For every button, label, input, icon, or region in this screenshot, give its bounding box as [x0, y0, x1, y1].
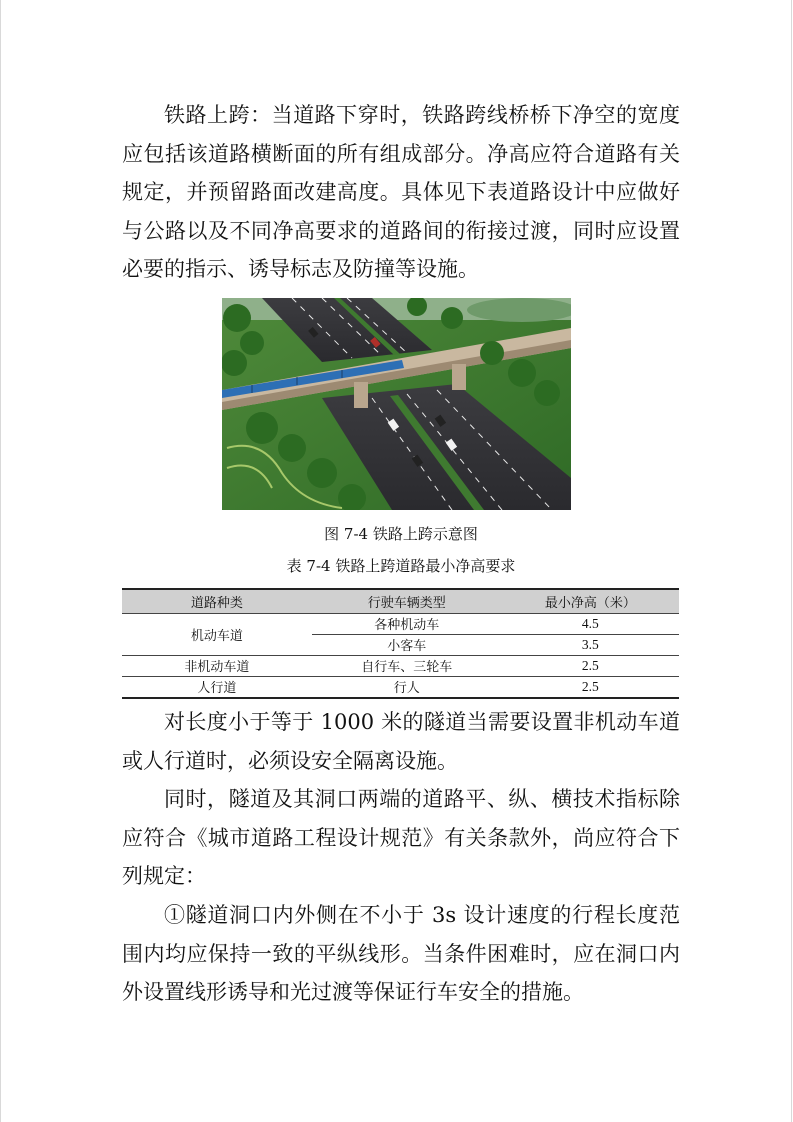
paragraph-tunnel-standards: 同时，隧道及其洞口两端的道路平、纵、横技术指标除应符合《城市道路工程设计规范》有关条款外，尚应符合下列规定： — [122, 787, 680, 889]
clearance-requirements-table — [122, 588, 679, 699]
header-road-type: 道路种类 — [122, 589, 312, 614]
table-row — [122, 655, 679, 676]
cell-min-clearance: 2.5 — [502, 655, 679, 676]
cell-road-type: 机动车道 — [122, 613, 312, 655]
cell-vehicle-type: 自行车、三轮车 — [312, 655, 502, 676]
cell-road-type: 人行道 — [122, 676, 312, 698]
table-caption: 表 7-4 铁路上跨道路最小净高要求 — [286, 556, 516, 575]
cell-vehicle-type: 各种机动车 — [312, 613, 502, 634]
paragraph-railway-overpass: 铁路上跨：当道路下穿时，铁路跨线桥桥下净空的宽度应包括该道路横断面的所有组成部分。净高应符合道路有关规定，并预留路面改建高度。具体见下表道路设计中应做好与公路以及不同净高要求的道路间的衔接过渡，同时应设置必要的指示、诱导标志及防撞等设施。 — [122, 103, 680, 282]
page-border-left — [0, 0, 1, 1122]
table-row — [122, 613, 679, 634]
railway-overpass-illustration — [222, 298, 571, 510]
header-min-clearance: 最小净高（米） — [502, 589, 679, 614]
header-vehicle-type: 行驶车辆类型 — [312, 589, 502, 614]
page-border-right — [791, 0, 792, 1122]
document-page — [122, 96, 680, 1012]
cell-min-clearance: 4.5 — [502, 613, 679, 634]
cell-vehicle-type: 行人 — [312, 676, 502, 698]
cell-road-type: 非机动车道 — [122, 655, 312, 676]
paragraph-tunnel-alignment: ①隧道洞口内外侧在不小于 3s 设计速度的行程长度范围内均应保持一致的平纵线形。当条件困难时，应在洞口内外设置线形诱导和光过渡等保证行车安全的措施。 — [122, 902, 680, 1005]
table-row — [122, 676, 679, 698]
cell-vehicle-type: 小客车 — [312, 634, 502, 655]
cell-min-clearance: 2.5 — [502, 676, 679, 698]
paragraph-tunnel-isolation: 对长度小于等于 1000 米的隧道当需要设置非机动车道或人行道时，必须设安全隔离设施。 — [122, 709, 680, 773]
table-header-row — [122, 589, 679, 614]
cell-min-clearance: 3.5 — [502, 634, 679, 655]
figure-caption: 图 7-4 铁路上跨示意图 — [324, 524, 478, 543]
